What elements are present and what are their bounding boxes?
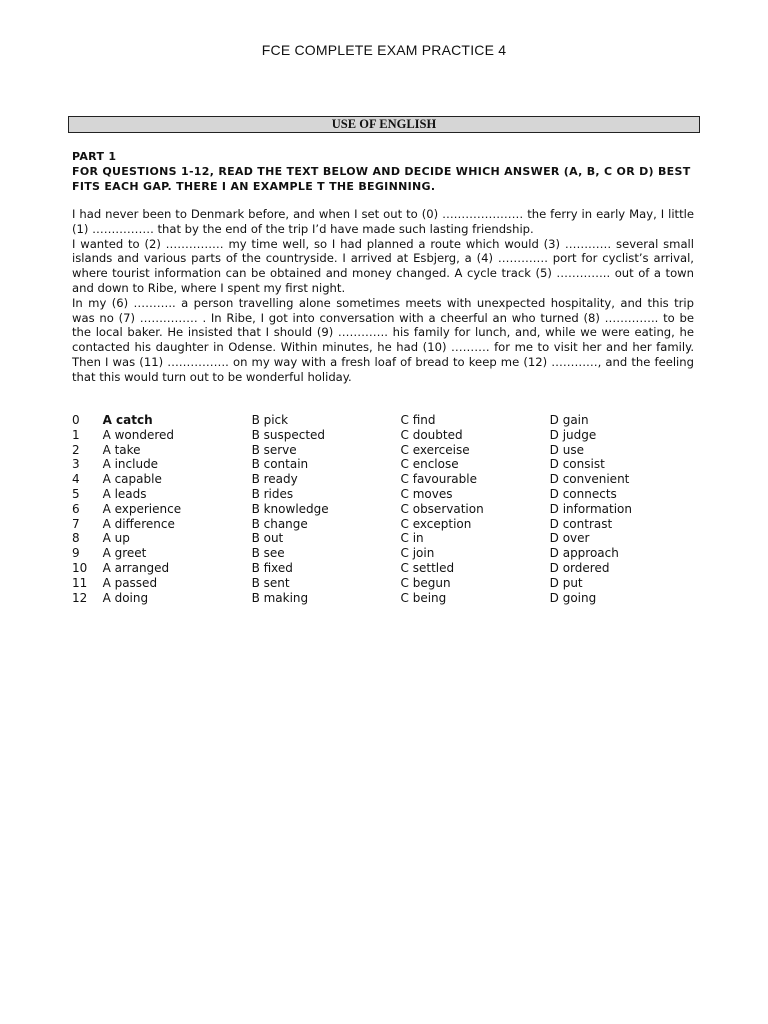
- option-row: [72, 517, 632, 532]
- option-b: B change: [251, 516, 308, 531]
- option-c: C exerceise: [400, 442, 470, 457]
- option-d: D over: [549, 531, 590, 546]
- option-c: C settled: [400, 560, 455, 575]
- option-d: D consist: [549, 457, 605, 472]
- question-number: 12: [72, 590, 88, 605]
- option-row: [72, 531, 632, 546]
- section-title-box: USE OF ENGLISH: [68, 116, 700, 133]
- option-d: D ordered: [549, 560, 610, 575]
- option-b: B see: [251, 546, 285, 561]
- option-b: B sent: [251, 575, 290, 590]
- question-number: 11: [72, 575, 88, 590]
- option-a: A catch: [102, 413, 153, 427]
- option-row: [72, 546, 632, 561]
- option-d: D connects: [549, 486, 617, 501]
- option-a: A difference: [102, 516, 175, 531]
- answer-options-body: [72, 413, 632, 605]
- passage-paragraph: In my (6) ……….. a person travelling alone sometimes meets with unexpected hospitality, and this trip was no (7) …………… . In Ribe, I got into conversation with a cheerful an who turned (8) ………….. to be the local baker. He insisted that I should (9) …………. his family for lunch, and, while we were eating, he contacted his daughter in Odense. Within minutes, he had (10) ………. for me to visit her and her family. Then I was (11) ……………. on my way with a fresh loaf of bread to keep me (12) …………, and the feeling that this would turn out to be wonderful holiday.: [72, 295, 694, 384]
- option-b: B ready: [251, 472, 298, 487]
- question-number: 8: [72, 531, 80, 546]
- option-c: C being: [400, 590, 447, 605]
- option-b: B making: [251, 590, 309, 605]
- option-d: D use: [549, 442, 584, 457]
- option-b: B pick: [251, 413, 289, 427]
- passage-paragraph: I had never been to Denmark before, and when I set out to (0) ………………… the ferry in early May, I little (1) ……………. that by the end of the trip I’d have made such lasting friendship.: [72, 207, 694, 236]
- option-b: B knowledge: [251, 501, 329, 516]
- option-c: C join: [400, 546, 435, 561]
- question-number: 7: [72, 516, 80, 531]
- option-b: B rides: [251, 486, 294, 501]
- option-row: [72, 472, 632, 487]
- option-a: A experience: [102, 501, 182, 516]
- option-a: A capable: [102, 472, 162, 487]
- question-number: 9: [72, 546, 80, 561]
- option-c: C observation: [400, 501, 484, 516]
- option-c: C find: [400, 413, 436, 427]
- part-heading: [72, 149, 696, 194]
- option-c: C in: [400, 531, 424, 546]
- option-b: B suspected: [251, 427, 326, 442]
- option-a: A include: [102, 457, 159, 472]
- question-number: 5: [72, 486, 80, 501]
- question-number: 6: [72, 501, 80, 516]
- option-a: A leads: [102, 486, 147, 501]
- option-row: [72, 591, 632, 606]
- option-row: [72, 443, 632, 458]
- option-row: [72, 502, 632, 517]
- reading-passage: [72, 207, 694, 385]
- option-row: [72, 457, 632, 472]
- option-a: A arranged: [102, 560, 170, 575]
- option-c: C begun: [400, 575, 451, 590]
- option-d: D information: [549, 501, 632, 516]
- question-number: 10: [72, 560, 88, 575]
- page-title: FCE COMPLETE EXAM PRACTICE 4: [261, 42, 507, 58]
- part-label: PART 1: [72, 150, 117, 163]
- option-a: A greet: [102, 546, 147, 561]
- option-c: C favourable: [400, 472, 477, 487]
- option-row: [72, 576, 632, 591]
- option-a: A take: [102, 442, 141, 457]
- question-number: 0: [72, 413, 80, 427]
- option-c: C exception: [400, 516, 472, 531]
- question-number: 3: [72, 457, 80, 472]
- option-d: D judge: [549, 427, 597, 442]
- option-b: B contain: [251, 457, 309, 472]
- question-number: 4: [72, 472, 80, 487]
- option-b: B out: [251, 531, 284, 546]
- option-c: C moves: [400, 486, 453, 501]
- question-number: 1: [72, 427, 80, 442]
- option-d: D gain: [549, 413, 589, 427]
- question-number: 2: [72, 442, 80, 457]
- option-a: A up: [102, 531, 130, 546]
- option-a: A passed: [102, 575, 158, 590]
- option-row: [72, 428, 632, 443]
- option-d: D approach: [549, 546, 619, 561]
- option-c: C doubted: [400, 427, 463, 442]
- option-row: [72, 561, 632, 576]
- option-d: D contrast: [549, 516, 613, 531]
- option-a: A wondered: [102, 427, 175, 442]
- option-b: B fixed: [251, 560, 293, 575]
- option-b: B serve: [251, 442, 297, 457]
- part-instructions: FOR QUESTIONS 1-12, READ THE TEXT BELOW AND DECIDE WHICH ANSWER (A, B, C OR D) BEST FITS EACH GAP. THERE I AN EXAMPLE T THE BEGINNING.: [72, 165, 691, 193]
- option-d: D convenient: [549, 472, 630, 487]
- option-d: D going: [549, 590, 597, 605]
- option-row: [72, 413, 632, 428]
- answer-options-table: [72, 413, 632, 605]
- passage-paragraph: I wanted to (2) …………… my time well, so I had planned a route which would (3) ………… several small islands and various parts of the countryside. I arrived at Esbjerg, a (4) …………. port for cyclist’s arrival, where tourist information can be obtained and money changed. A cycle track (5) ………….. out of a town and down to Ribe, where I spent my first night.: [72, 236, 694, 295]
- option-d: D put: [549, 575, 583, 590]
- option-c: C enclose: [400, 457, 459, 472]
- option-row: [72, 487, 632, 502]
- option-a: A doing: [102, 590, 149, 605]
